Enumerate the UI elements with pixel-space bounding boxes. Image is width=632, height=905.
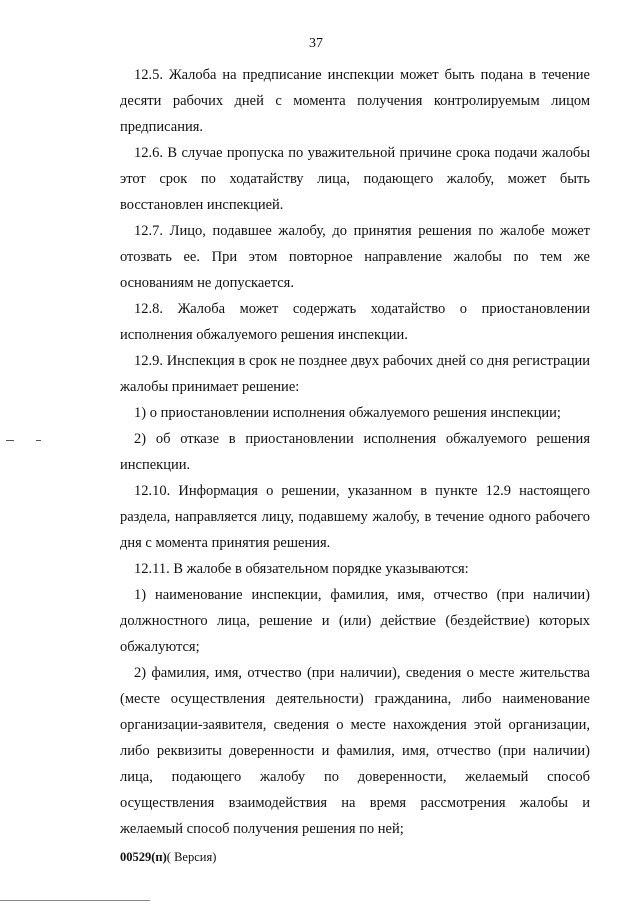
footer-document-code [120,850,216,865]
scan-mark-left [6,440,14,441]
paragraph-12-11: 12.11. В жалобе в обязательном порядке указываются: [134,561,469,577]
paragraph-12-5: 12.5. Жалоба на предписание инспекции может быть подана в течение десяти рабочих дней с момента получения контролируемым лицом предписания. [120,67,590,135]
list-item-12-9-2: 2) об отказе в приостановлении исполнения обжалуемого решения инспекции. [120,431,590,473]
paragraph-12-6: 12.6. В случае пропуска по уважительной причине срока подачи жалобы этот срок по ходатайству лица, подающего жалобу, может быть восстановлен инспекцией. [120,145,590,213]
paragraph-12-7: 12.7. Лицо, подавшее жалобу, до принятия решения по жалобе может отозвать ее. При этом повторное направление жалобы по тем же основаниям не допускается. [120,223,590,291]
list-item-12-11-1: 1) наименование инспекции, фамилия, имя, отчество (при наличии) должностного лица, решение и (или) действие (бездействие) которых обжалуются; [120,587,590,655]
list-item-12-11-2: 2) фамилия, имя, отчество (при наличии), сведения о месте жительства (месте осуществления деятельности) гражданина, либо наименование организации-заявителя, сведения о месте нахождения этой организации, либо реквизиты доверенности и фамилия, имя, отчество (при наличии) лица, подающего жалобу по доверенности, желаемый способ осуществления взаимодействия на время рассмотрения жалобы и желаемый способ получения решения по ней; [120,665,590,837]
footer-code: 00529(п) [120,850,167,864]
page-number: 37 [309,36,323,51]
document-body [120,62,590,842]
footer-version: ( Версия) [166,850,217,864]
list-item-12-9-1: 1) о приостановлении исполнения обжалуемого решения инспекции; [134,405,561,421]
scan-mark-bottom [0,900,150,901]
paragraph-12-10: 12.10. Информация о решении, указанном в пункте 12.9 настоящего раздела, направляется лицу, подавшему жалобу, в течение одного рабочего дня с момента принятия решения. [120,483,590,551]
paragraph-12-8: 12.8. Жалоба может содержать ходатайство о приостановлении исполнения обжалуемого решения инспекции. [120,301,590,343]
scan-mark-left-2 [36,440,41,441]
paragraph-12-9: 12.9. Инспекция в срок не позднее двух рабочих дней со дня регистрации жалобы принимает решение: [120,353,590,395]
